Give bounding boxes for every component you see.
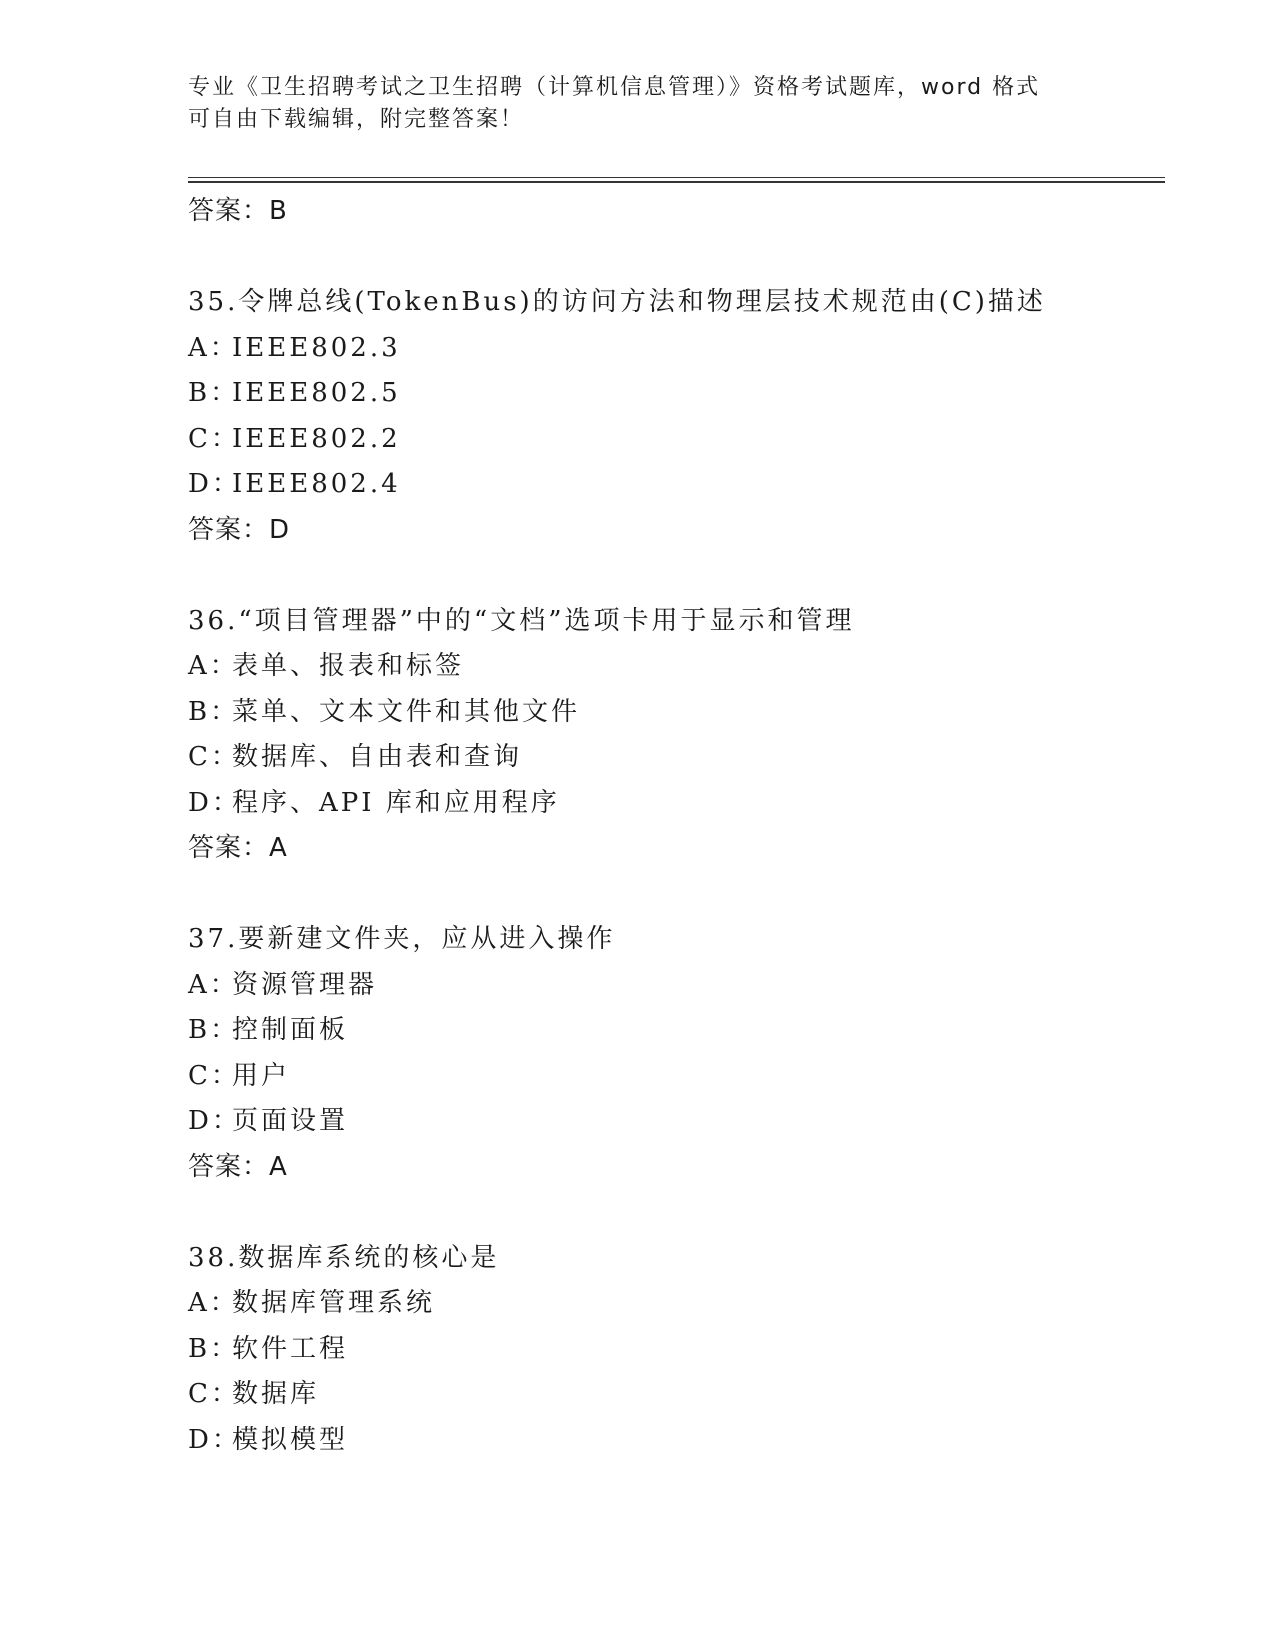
option-text: 控制面板 xyxy=(232,1015,349,1045)
option-letter: D： xyxy=(188,787,241,818)
option-c xyxy=(188,1372,1168,1418)
option-d xyxy=(188,1099,1168,1145)
spacer xyxy=(188,1190,1168,1236)
option-text: 数据库 xyxy=(232,1379,320,1409)
question-text: 36.“项目管理器”中的“文档”选项卡用于显示和管理 xyxy=(188,605,855,636)
option-letter: A： xyxy=(188,332,239,363)
option-letter: B： xyxy=(188,378,240,408)
spacer xyxy=(188,872,1168,918)
option-letter: A： xyxy=(188,651,239,681)
option-text: 资源管理器 xyxy=(232,969,378,1000)
question-text: 35.令牌总线(TokenBus)的访问方法和物理层技术规范由(C)描述 xyxy=(188,287,1046,317)
option-letter: D： xyxy=(188,1106,241,1136)
option-letter: C： xyxy=(188,423,240,454)
option-letter: A： xyxy=(188,969,239,1000)
question-block xyxy=(188,599,1168,872)
option-text: IEEE802.2 xyxy=(232,423,401,454)
header-line-2: 可自由下载编辑，附完整答案！ xyxy=(188,107,525,132)
option-text: 菜单、文本文件和其他文件 xyxy=(232,696,581,727)
option-letter: D： xyxy=(188,469,241,499)
option-letter: C： xyxy=(188,1379,240,1409)
option-b xyxy=(188,1327,1168,1373)
option-a xyxy=(188,326,1168,372)
option-c xyxy=(188,1054,1168,1100)
question-block xyxy=(188,280,1168,553)
option-text: IEEE802.3 xyxy=(232,332,401,363)
previous-answer: 答案：B xyxy=(188,196,288,226)
option-letter: C： xyxy=(188,1060,240,1091)
option-text: 数据库、自由表和查询 xyxy=(232,742,523,772)
question-block xyxy=(188,1236,1168,1464)
spacer xyxy=(188,553,1168,599)
option-letter: B： xyxy=(188,696,240,727)
option-d xyxy=(188,462,1168,508)
option-text: IEEE802.5 xyxy=(232,378,401,408)
option-b xyxy=(188,371,1168,417)
spacer xyxy=(188,235,1168,281)
option-text: 模拟模型 xyxy=(232,1424,349,1455)
option-d xyxy=(188,1418,1168,1464)
option-text: 表单、报表和标签 xyxy=(232,651,465,681)
option-a xyxy=(188,1281,1168,1327)
option-letter: D： xyxy=(188,1424,241,1455)
option-c xyxy=(188,735,1168,781)
answer-line: 答案：A xyxy=(188,833,288,863)
document-header xyxy=(188,72,1068,136)
option-text: 程序、API 库和应用程序 xyxy=(232,787,560,818)
question-block xyxy=(188,917,1168,1190)
option-b xyxy=(188,690,1168,736)
header-divider-thick xyxy=(188,181,1165,183)
question-text: 37.要新建文件夹，应从进入操作 xyxy=(188,924,616,954)
question-text: 38.数据库系统的核心是 xyxy=(188,1242,500,1273)
option-a xyxy=(188,963,1168,1009)
option-d xyxy=(188,781,1168,827)
option-letter: C： xyxy=(188,742,240,772)
option-c xyxy=(188,417,1168,463)
header-divider-thin xyxy=(188,177,1165,178)
option-text: IEEE802.4 xyxy=(232,469,401,499)
answer-line: 答案：D xyxy=(188,514,291,545)
option-text: 数据库管理系统 xyxy=(232,1288,436,1318)
option-a xyxy=(188,644,1168,690)
header-line-1: 专业《卫生招聘考试之卫生招聘（计算机信息管理）》资格考试题库，word 格式 xyxy=(188,75,1041,100)
option-text: 用户 xyxy=(232,1060,291,1091)
option-letter: B： xyxy=(188,1333,240,1364)
option-text: 页面设置 xyxy=(232,1106,349,1136)
option-b xyxy=(188,1008,1168,1054)
answer-line: 答案：A xyxy=(188,1151,288,1182)
option-text: 软件工程 xyxy=(232,1333,349,1364)
option-letter: B： xyxy=(188,1015,240,1045)
option-letter: A： xyxy=(188,1288,239,1318)
question-list xyxy=(188,189,1168,1463)
